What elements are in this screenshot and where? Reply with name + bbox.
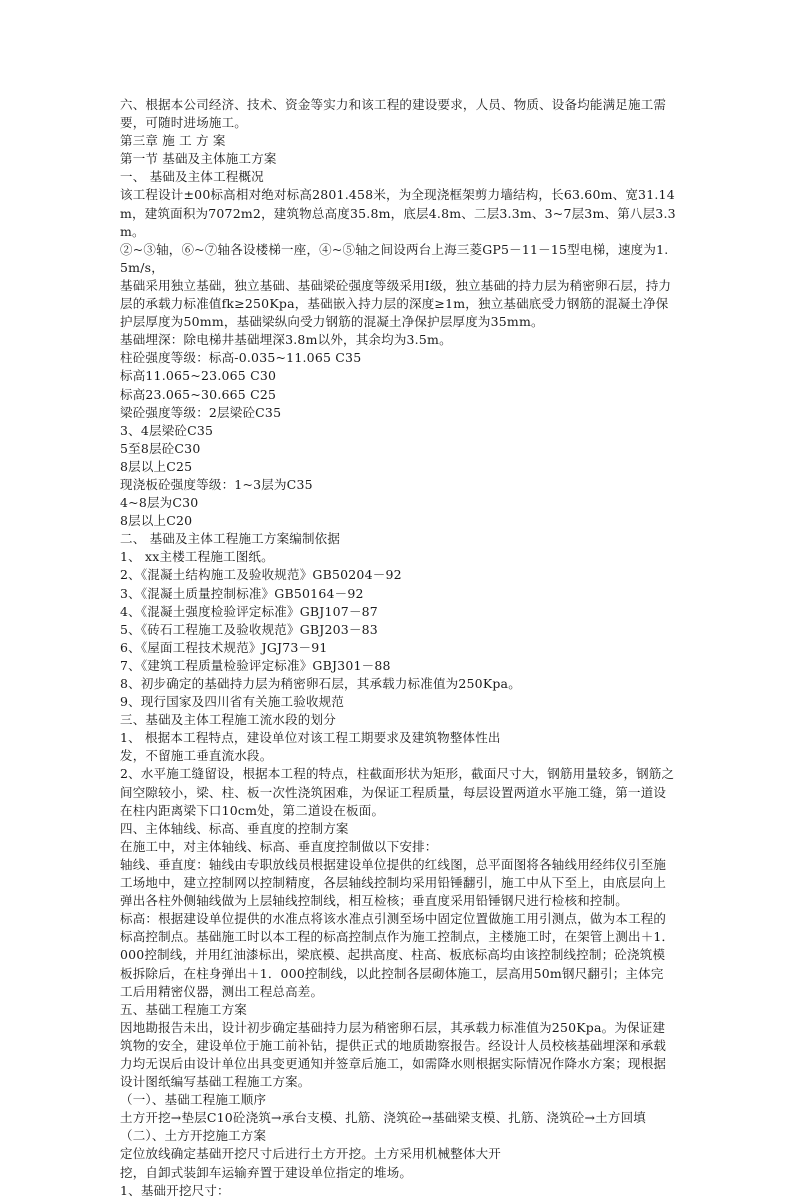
slab-grade-3: 8层以上C20	[120, 513, 193, 529]
subsection-5-title: 五、基础工程施工方案	[120, 1001, 248, 1017]
flow-item-1a: 1、 根据本工程特点，建设单位对该工程工期要求及建筑物整体性出	[120, 730, 501, 746]
control-intro: 在施工中，对主体轴线、标高、垂直度控制做以下安排：	[120, 838, 438, 854]
sequence-title: （一）、基础工程施工顺序	[120, 1092, 267, 1108]
excavation-para-a: 定位放线确定基础开挖尺寸后进行土方开挖。土方采用机械整体大开	[120, 1146, 502, 1162]
basis-item-8: 8、初步确定的基础持力层为稍密卵石层，其承载力标准值为250Kpa。	[120, 676, 521, 691]
chapter-title: 第三章 施 工 方 案	[120, 133, 226, 149]
control-elevation: 标高：根据建设单位提供的水准点将该水准点引测至场中固定位置做施工用引测点，做为本工程的标高控制点。基础施工时以本工程的标高控制点作为施工控制点，主楼施工时，在架管上测出＋1．000控制线，并用红油漆标出，梁底模、起拱高度、柱高、板底标高均由该控制线控制；砼浇筑模板拆除后，在柱身弹出＋1．000控制线，以此控制各层砌体施工，层高用50m钢尺翻引；主体完工后用精密仪器，测出工程总高差。	[120, 911, 675, 999]
subsection-3-title: 三、基础及主体工程施工流水段的划分	[120, 712, 336, 728]
excavation-title: （二）、土方开挖施工方案	[120, 1128, 267, 1144]
flow-item-1b: 发，不留施工垂直流水段。	[120, 748, 273, 764]
paragraph-stairs: ②~③轴，⑥~⑦轴各设楼梯一座，④~⑤轴之间设两台上海三菱GP5－11－15型电梯，速度为1.5m/s，	[120, 241, 669, 275]
basis-item-7: 7、《建筑工程质量检验评定标准》GBJ301－88	[120, 657, 391, 673]
excavation-size-item: 1、基础开挖尺寸：	[120, 1182, 230, 1198]
slab-grade-2: 4~8层为C30	[120, 495, 199, 511]
beam-grade-3: 5至8层砼C30	[120, 440, 201, 456]
subsection-2-title: 二、 基础及主体工程施工方案编制依据	[120, 531, 341, 547]
basis-item-9: 9、现行国家及四川省有关施工验收规范	[120, 694, 345, 710]
paragraph-depth: 基础埋深：除电梯井基础埋深3.8m以外，其余均为3.5m。	[120, 332, 452, 348]
basis-item-3: 3、《混凝土质量控制标准》GB50164－92	[120, 585, 364, 601]
document-page	[120, 96, 676, 1200]
column-grade-2: 标高11.065~23.065 C30	[120, 368, 277, 384]
excavation-para-b: 挖，自卸式装卸车运输弃置于建设单位指定的堆场。	[120, 1164, 413, 1180]
basis-item-5: 5、《砖石工程施工及验收规范》GBJ203－83	[120, 621, 378, 637]
column-grade-3: 标高23.065~30.665 C25	[120, 386, 277, 402]
paragraph-foundation: 基础采用独立基础，独立基础、基础梁砼强度等级采用Ⅰ级，独立基础的持力层为稍密卵石层，持力层的承载力标准值fk≥250Kpa，基础嵌入持力层的深度≥1m，独立基础底受力钢筋的混凝土净保护层厚度为50mm，基础梁纵向受力钢筋的混凝土净保护层厚度为35mm。	[120, 277, 672, 330]
beam-grade-1: 梁砼强度等级：2层梁砼C35	[120, 404, 282, 420]
flow-item-2: 2、水平施工缝留设，根据本工程的特点，柱截面形状为矩形，截面尺寸大，钢筋用量较多，钢筋之间空隙较小，梁、柱、板一次性浇筑困难，为保证工程质量，每层设置两道水平施工缝，第一道设在柱内距离梁下口10cm处，第二道设在板面。	[120, 766, 675, 818]
column-grade-1: 柱砼强度等级：标高-0.035~11.065 C35	[120, 350, 362, 366]
slab-grade-1: 现浇板砼强度等级：1~3层为C35	[120, 476, 313, 492]
section-title: 第一节 基础及主体施工方案	[120, 151, 277, 167]
beam-grade-4: 8层以上C25	[120, 458, 193, 474]
paragraph-overview: 该工程设计±00标高相对绝对标高2801.458米，为全现浇框架剪力墙结构，长63.60m、宽31.14m，建筑面积为7072m2，建筑物总高度35.8m，底层4.8m、二层3.3m、3~7层3m、第八层3.3m。	[120, 187, 676, 239]
beam-grade-2: 3、4层梁砼C35	[120, 422, 214, 438]
subsection-1-title: 一、 基础及主体工程概况	[120, 169, 264, 185]
paragraph-resources: 六、根据本公司经济、技术、资金等实力和该工程的建设要求，人员、物质、设备均能满足施工需要，可随时进场施工。	[120, 97, 667, 131]
sequence-flow: 土方开挖→垫层C10砼浇筑→承台支模、扎筋、浇筑砼→基础梁支模、扎筋、浇筑砼→土方回填	[120, 1110, 646, 1126]
basis-item-4: 4、《混凝土强度检验评定标准》GBJ107－87	[120, 603, 378, 619]
basis-item-1: 1、 xx主楼工程施工图纸。	[120, 549, 274, 565]
subsection-4-title: 四、主体轴线、标高、垂直度的控制方案	[120, 820, 349, 836]
control-axis: 轴线、垂直度：轴线由专职放线员根据建设单位提供的红线图，总平面图将各轴线用经纬仪引至施工场地中，建立控制网以控制精度，各层轴线控制均采用铅锤翻引，施工中从下至上，由底层向上弹出各柱外侧轴线做为上层轴线控制线，相互检核；垂直度采用铅锤钢尺进行检核和控制。	[120, 856, 667, 909]
basis-item-2: 2、《混凝土结构施工及验收规范》GB50204－92	[120, 567, 402, 583]
basis-item-6: 6、《屋面工程技术规范》JGJ73－91	[120, 639, 328, 655]
foundation-plan-paragraph: 因地勘报告未出，设计初步确定基础持力层为稍密卵石层，其承载力标准值为250Kpa。为保证建筑物的安全，建设单位于施工前补钻，提供正式的地质勘察报告。经设计人员校核基础埋深和承载力均无误后由设计单位出具变更通知并签章后施工，如需降水则根据实际情况作降水方案；现根据设计图纸编写基础工程施工方案。	[120, 1019, 667, 1090]
